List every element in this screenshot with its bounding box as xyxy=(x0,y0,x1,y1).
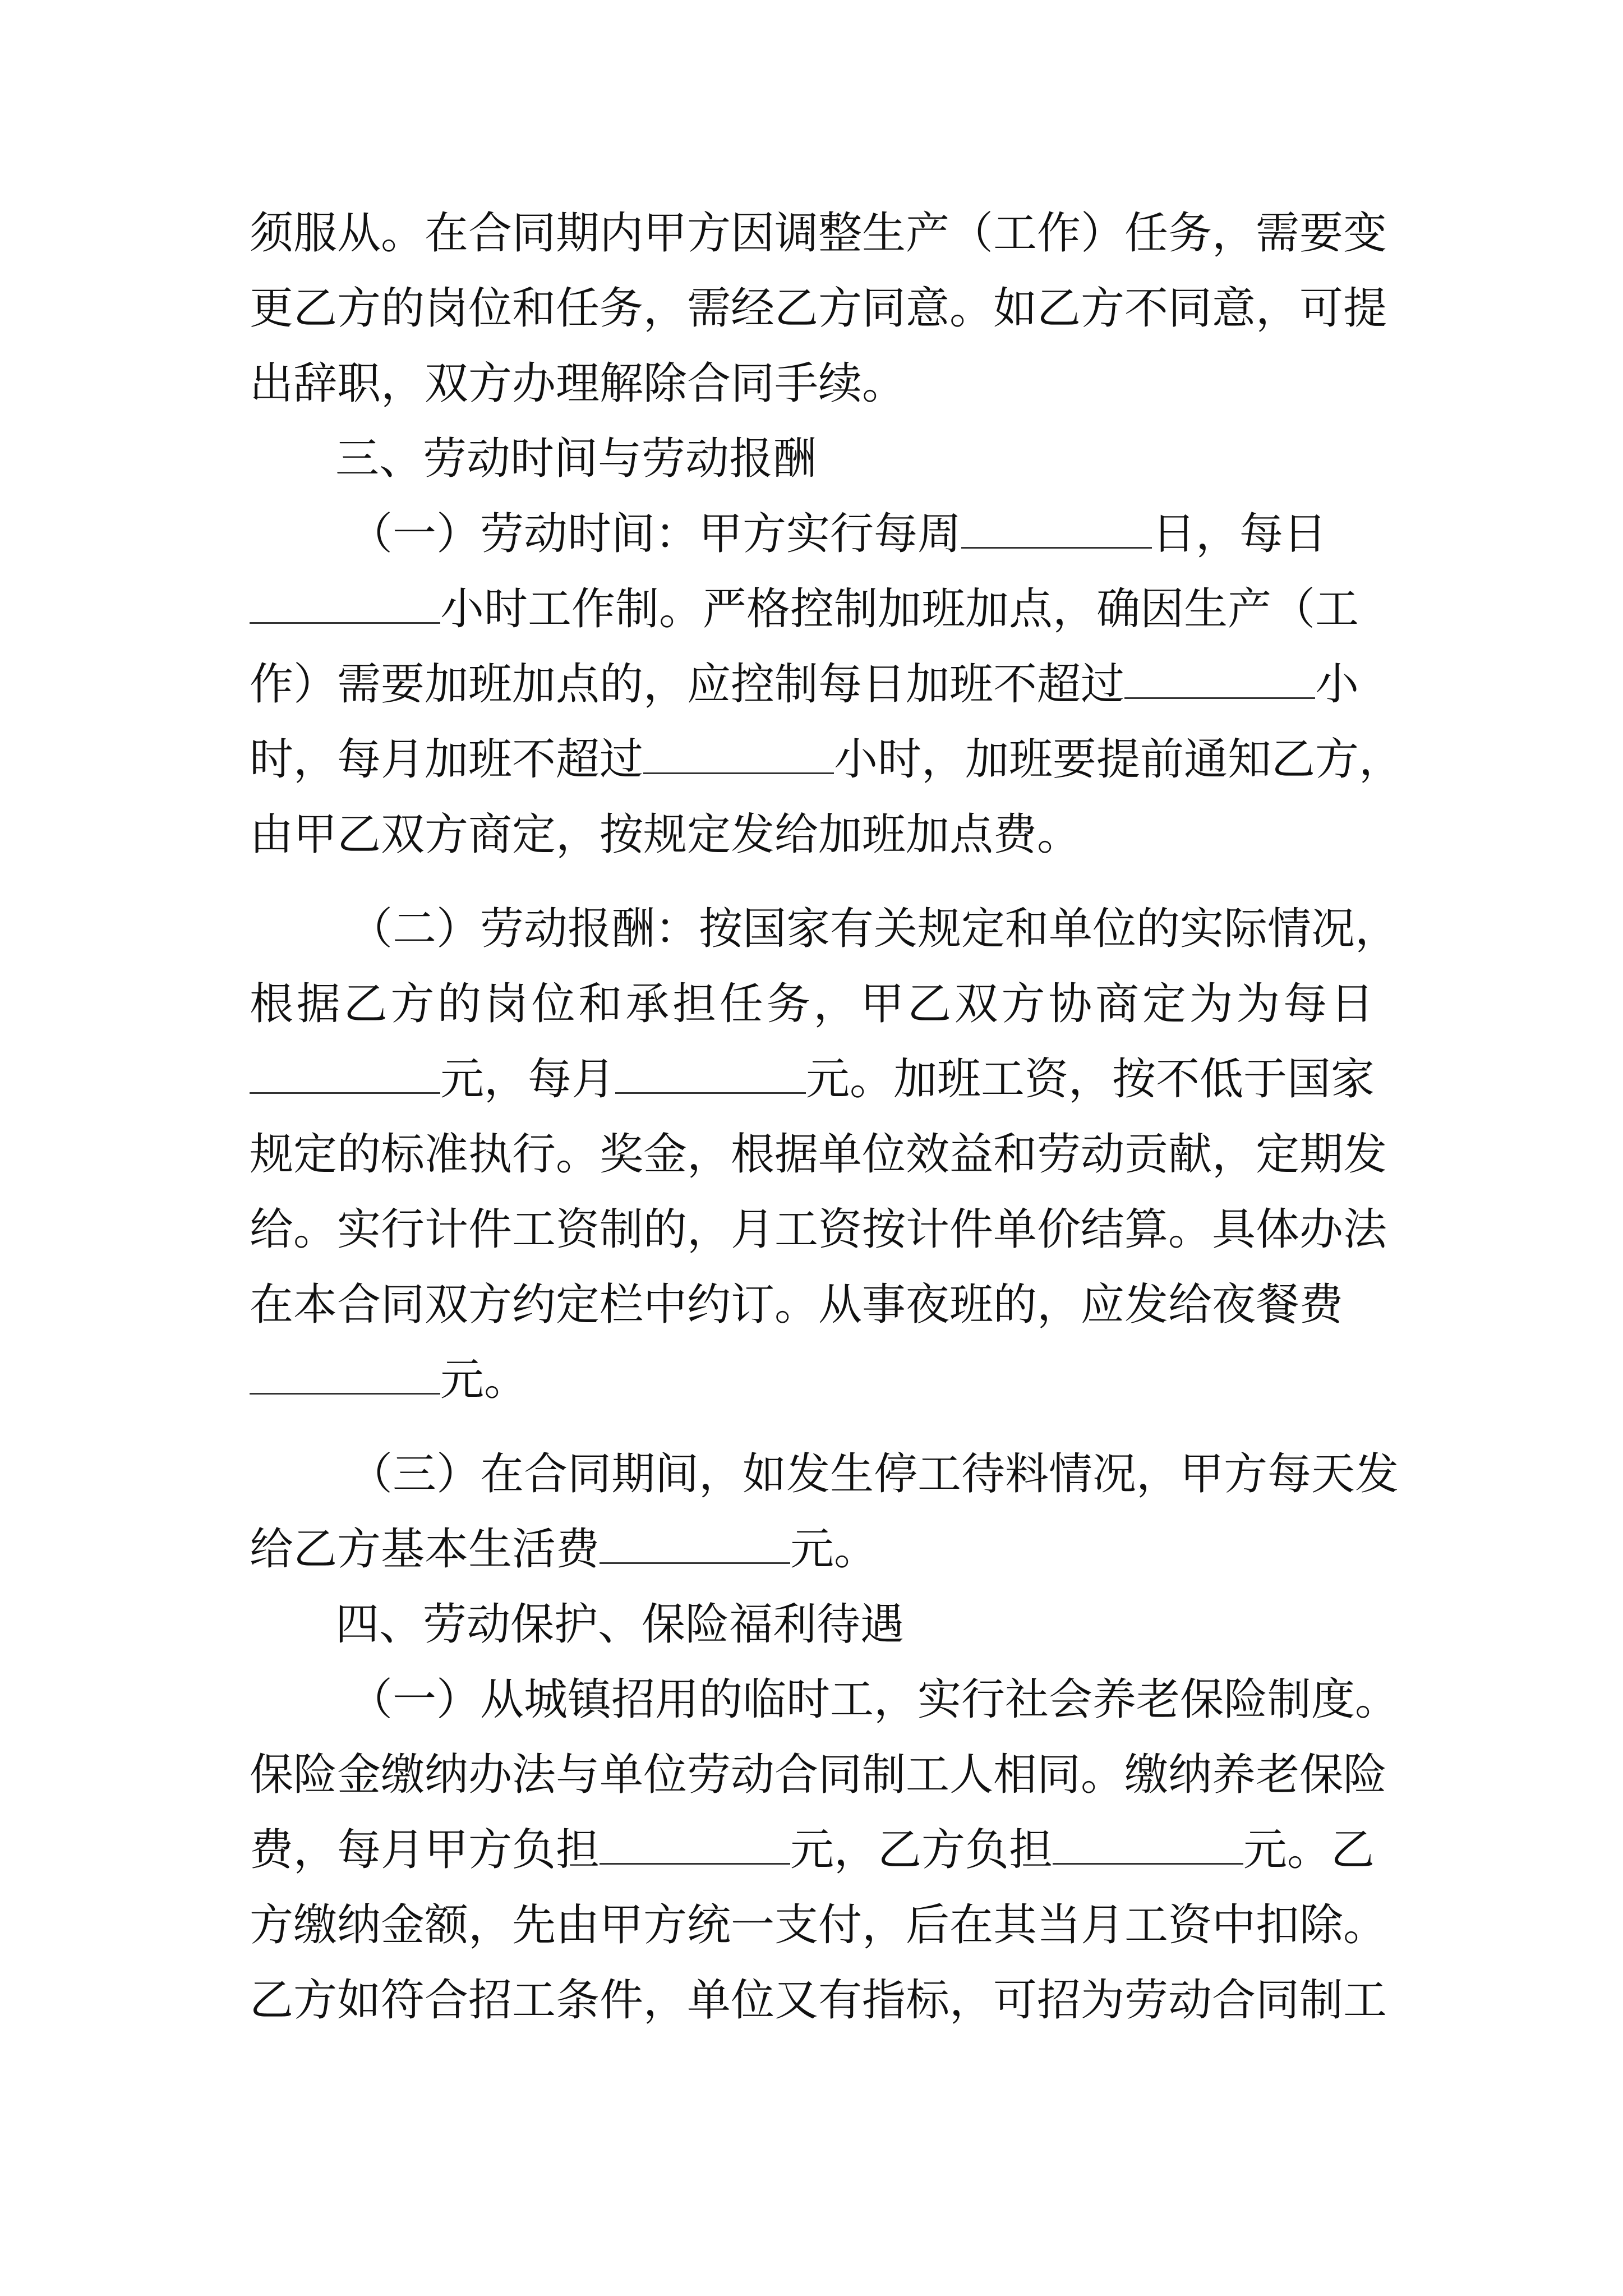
text-segment: 日，每日 xyxy=(1152,509,1327,559)
body-line xyxy=(250,581,1359,637)
body-line xyxy=(349,901,1399,957)
body-line xyxy=(250,656,1359,712)
blank-field-daily-wage[interactable] xyxy=(250,1057,440,1094)
body-line xyxy=(250,280,1387,337)
body-line xyxy=(250,1897,1387,1953)
body-line xyxy=(250,356,906,412)
blank-field-monthly-wage[interactable] xyxy=(615,1057,806,1094)
section-heading-text: 三、劳动时间与劳动报酬 xyxy=(335,434,817,484)
body-line xyxy=(250,1202,1387,1258)
text-segment: 更乙方的岗位和任务，需经乙方同意。如乙方不同意，可提 xyxy=(250,283,1387,334)
body-line xyxy=(250,731,1403,788)
text-segment: 费，每月甲方负担 xyxy=(250,1825,600,1875)
text-segment: （二）劳动报酬：按国家有关规定和单位的实际情况， xyxy=(349,904,1399,954)
text-segment: 须服从。在合同期内甲方因调整生产（工作）任务，需要变 xyxy=(250,208,1387,259)
body-line xyxy=(250,976,1374,1032)
body-line xyxy=(250,1352,528,1408)
body-line xyxy=(250,807,1081,863)
text-segment: 给。实行计件工资制的，月工资按计件单价结算。具体办法 xyxy=(250,1204,1387,1255)
body-line xyxy=(250,1521,878,1577)
text-segment: 规定的标准执行。奖金，根据单位效益和劳动贡献，定期发 xyxy=(250,1129,1387,1180)
text-segment: 元。加班工资，按不低于国家 xyxy=(806,1054,1375,1105)
text-segment: 作）需要加班加点的，应控制每日加班不超过 xyxy=(250,659,1125,710)
text-segment: （三）在合同期间，如发生停工待料情况，甲方每天发 xyxy=(349,1449,1399,1499)
body-line xyxy=(349,506,1327,562)
blank-field-daily-overtime[interactable] xyxy=(1124,662,1315,699)
text-segment: 方缴纳金额，先由甲方统一支付，后在其当月工资中扣除。 xyxy=(250,1900,1387,1950)
blank-field-days-per-week[interactable] xyxy=(961,512,1152,549)
body-line xyxy=(349,1446,1399,1502)
section-heading-text: 四、劳动保护、保险福利待遇 xyxy=(335,1599,905,1650)
body-line xyxy=(250,1277,1343,1333)
blank-field-hours-per-day[interactable] xyxy=(250,587,440,624)
body-line xyxy=(250,1126,1387,1182)
text-segment: 小 xyxy=(1315,659,1359,710)
blank-field-employee-pension[interactable] xyxy=(1053,1828,1243,1865)
blank-field-living-allowance[interactable] xyxy=(600,1527,790,1564)
text-segment: 小时工作制。严格控制加班加点，确因生产（工 xyxy=(440,584,1359,634)
blank-field-monthly-overtime[interactable] xyxy=(643,738,834,774)
section-heading xyxy=(335,1596,904,1653)
body-line xyxy=(250,1747,1387,1803)
text-segment: 元。 xyxy=(790,1524,878,1575)
text-segment: 在本合同双方约定栏中约订。从事夜班的，应发给夜餐费 xyxy=(250,1280,1344,1330)
text-segment: 元，每月 xyxy=(440,1054,616,1105)
text-segment: 小时，加班要提前通知乙方， xyxy=(834,734,1403,785)
text-segment: （一）劳动时间：甲方实行每周 xyxy=(349,509,962,559)
text-segment: 由甲乙双方商定，按规定发给加班加点费。 xyxy=(250,809,1081,860)
text-segment: 元。 xyxy=(440,1355,528,1405)
text-segment: 出辞职，双方办理解除合同手续。 xyxy=(250,358,906,409)
blank-field-night-meal-fee[interactable] xyxy=(250,1358,440,1395)
body-line xyxy=(250,205,1387,261)
text-segment: 元。乙 xyxy=(1243,1825,1375,1875)
text-segment: （一）从城镇招用的临时工，实行社会养老保险制度。 xyxy=(349,1674,1399,1725)
text-segment: 元，乙方负担 xyxy=(790,1825,1053,1875)
section-heading xyxy=(335,431,817,487)
text-segment: 乙方如符合招工条件，单位又有指标，可招为劳动合同制工 xyxy=(250,1975,1387,2026)
blank-field-employer-pension[interactable] xyxy=(600,1828,790,1865)
text-segment: 时，每月加班不超过 xyxy=(250,734,644,785)
text-segment: 保险金缴纳办法与单位劳动合同制工人相同。缴纳养老保险 xyxy=(250,1750,1387,1800)
text-segment: 根据乙方的岗位和承担任务，甲乙双方协商定为为每日 xyxy=(250,979,1374,1029)
text-segment: 给乙方基本生活费 xyxy=(250,1524,600,1575)
body-line xyxy=(250,1972,1387,2028)
body-line xyxy=(349,1672,1399,1728)
body-line xyxy=(250,1822,1375,1878)
body-line xyxy=(250,1051,1375,1107)
